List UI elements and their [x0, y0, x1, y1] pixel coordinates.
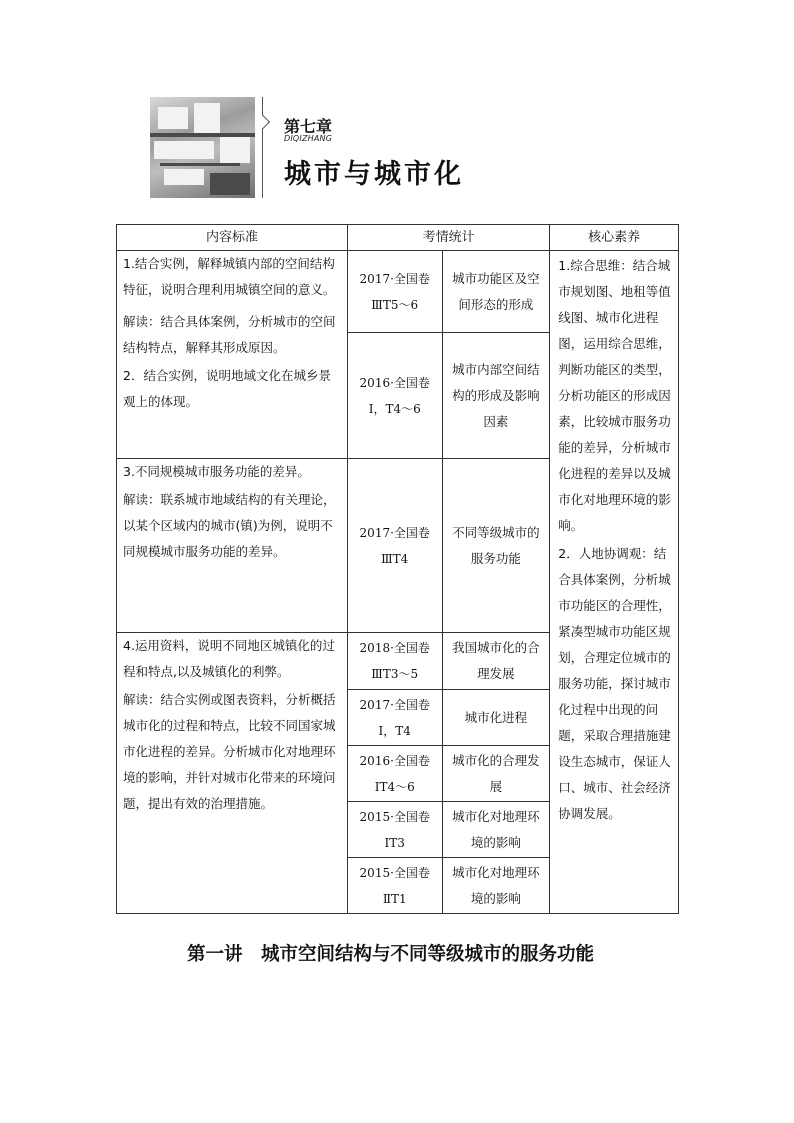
content-standard-cell [117, 459, 348, 633]
content-paragraph: 解读：结合实例或图表资料，分析概括城市化的过程和特点，比较不同国家城市化进程的差异。分析城市化对地理环境的影响，并针对城市化带来的环境问题，提出有效的治理措施。 [123, 692, 336, 811]
core-literacy-cell [550, 251, 679, 914]
exam-year-cell: 2015·全国卷ⅡT1 [347, 858, 442, 914]
chapter-divider-line [262, 97, 263, 198]
chapter-cover-photo [150, 97, 255, 198]
content-paragraph: 4.运用资料，说明不同地区城镇化的过程和特点,以及城镇化的利弊。 [123, 638, 335, 679]
exam-topic-cell: 城市化对地理环境的影响 [442, 858, 550, 914]
chapter-pinyin: DIQIZHANG [284, 134, 333, 143]
exam-year-cell: 2015·全国卷ⅠT3 [347, 802, 442, 858]
table-header-row [117, 225, 679, 251]
exam-year-cell: 2017·全国卷ⅢT5～6 [347, 251, 442, 333]
exam-year-cell: 2016·全国卷ⅠT4～6 [347, 746, 442, 802]
exam-year-cell: 2018·全国卷ⅢT3～5 [347, 633, 442, 690]
content-standard-cell [117, 251, 348, 459]
exam-topic-cell: 城市化对地理环境的影响 [442, 802, 550, 858]
lecture-title: 第一讲 城市空间结构与不同等级城市的服务功能 [187, 944, 595, 965]
exam-topic-cell: 城市内部空间结构的形成及影响因素 [442, 333, 550, 459]
exam-topic-cell: 我国城市化的合理发展 [442, 633, 550, 690]
table-row [117, 251, 679, 333]
exam-topic-cell: 城市化进程 [442, 690, 550, 746]
exam-topic-cell: 城市化的合理发展 [442, 746, 550, 802]
core-paragraph: 2．人地协调观：结合具体案例，分析城市功能区的合理性，紧凑型城市功能区规划，合理定位城市的服务功能，探讨城市化过程中出现的问题，采取合理措施建设生态城市，保证人口、城市、社会经济协调发展。 [558, 546, 671, 821]
chevron-right-icon [256, 115, 270, 129]
header-exam-stats: 考情统计 [347, 225, 549, 251]
content-paragraph: 解读：结合具体案例，分析城市的空间结构特点，解释其形成原因。 [123, 314, 336, 355]
content-standard-cell [117, 633, 348, 914]
content-paragraph: 2．结合实例，说明地域文化在城乡景观上的体现。 [123, 368, 331, 409]
content-paragraph: 1.结合实例，解释城镇内部的空间结构特征，说明合理利用城镇空间的意义。 [123, 256, 336, 297]
exam-year-cell: 2016·全国卷Ⅰ，T4～6 [347, 333, 442, 459]
content-paragraph: 3.不同规模城市服务功能的差异。 [123, 464, 310, 479]
exam-year-cell: 2017·全国卷Ⅰ，T4 [347, 690, 442, 746]
header-core-literacy: 核心素养 [550, 225, 679, 251]
chapter-title: 城市与城市化 [284, 159, 464, 190]
exam-year-cell: 2017·全国卷ⅢT4 [347, 459, 442, 633]
content-paragraph: 解读：联系城市地域结构的有关理论，以某个区域内的城市(镇)为例，说明不同规模城市服务功能的差异。 [123, 492, 336, 559]
chapter-number: 第七章 [284, 117, 333, 136]
exam-topic-cell: 不同等级城市的服务功能 [442, 459, 550, 633]
curriculum-table [116, 224, 679, 914]
exam-topic-cell: 城市功能区及空间形态的形成 [442, 251, 550, 333]
header-content-standard: 内容标准 [117, 225, 348, 251]
core-paragraph: 1.综合思维：结合城市规划图、地租等值线图、城市化进程图，运用综合思维，判断功能区的类型，分析功能区的形成因素，比较城市服务功能的差异，分析城市化进程的差异以及城市化对地理环境的影响。 [558, 258, 671, 533]
